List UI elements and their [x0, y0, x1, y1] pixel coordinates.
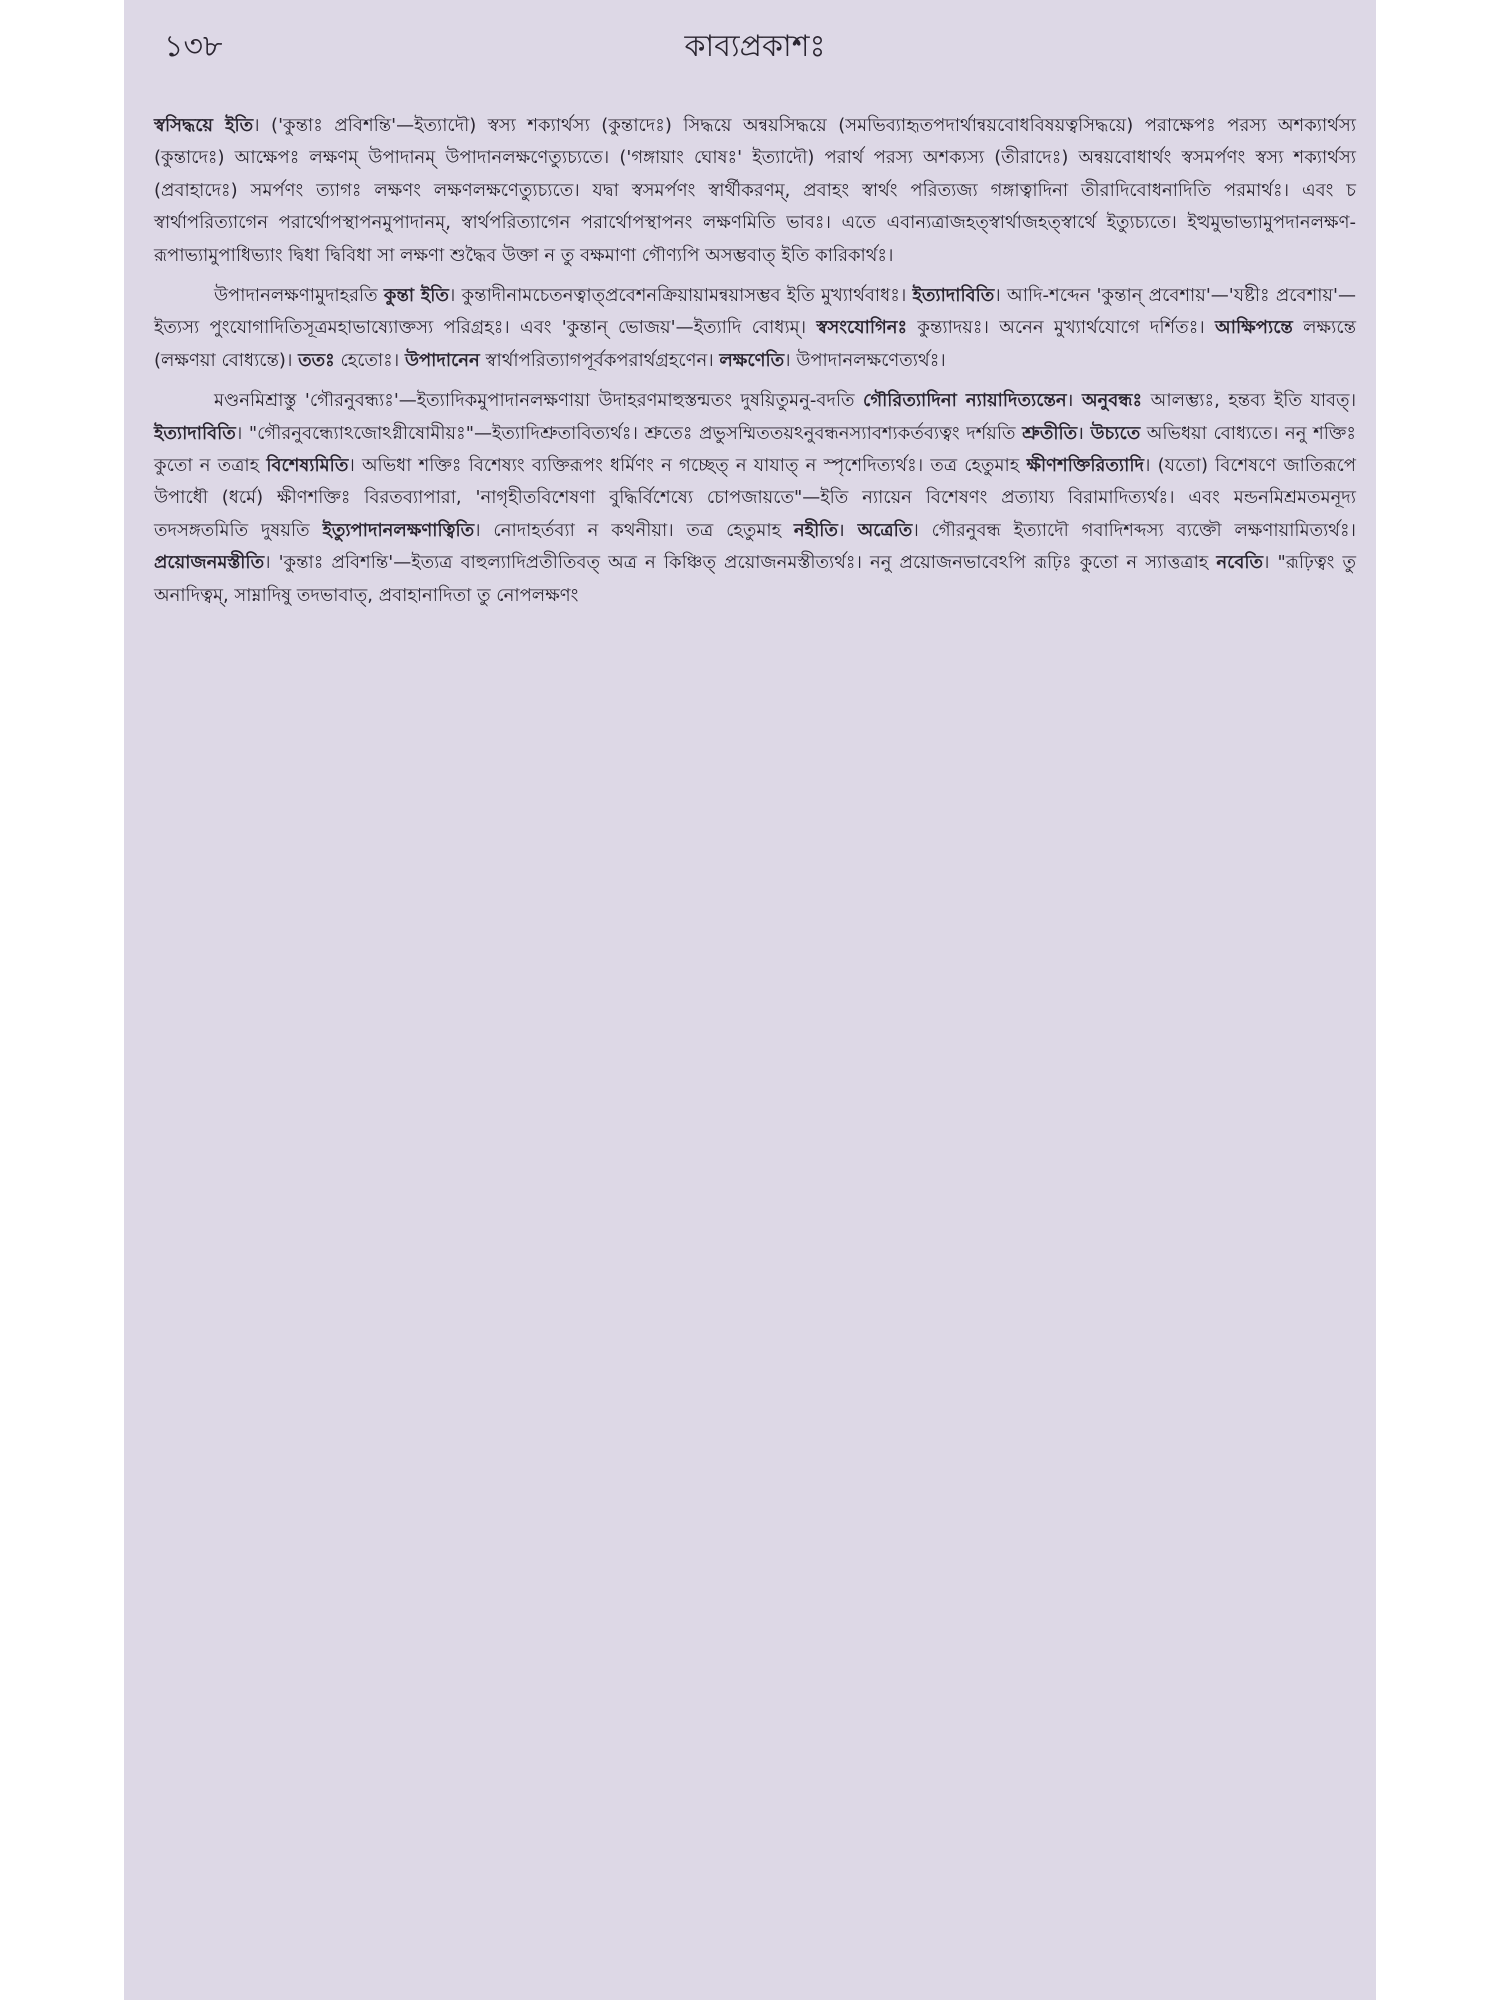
text-run: উপাদানলক্ষণামুদাহরতি — [214, 285, 384, 307]
book-page — [124, 0, 1376, 2000]
bold-lemma: আক্ষিপ্যন্তে — [1215, 317, 1293, 339]
running-title: কাব্যপ্রকাশঃ — [684, 29, 826, 64]
text-run: কুন্ত্যাদয়ঃ। অনেন মুখ্যার্থযোগে দর্শিতঃ। — [907, 317, 1216, 339]
text-run: হেতোঃ। — [334, 349, 405, 371]
text-run: স্বার্থাপরিত্যাগপূর্বকপরার্থগ্রহণেন। — [479, 349, 720, 371]
bold-lemma: ইত্যুপাদানলক্ষণাত্বিতি — [322, 519, 475, 541]
paragraph — [154, 280, 1356, 377]
bold-lemma: শ্রুতীতি — [1022, 422, 1078, 444]
paragraph — [154, 385, 1356, 612]
text-run: । নোদাহর্তব্যা ন কথনীয়া। তত্র হেতুমাহ — [474, 519, 794, 541]
bold-lemma: উচ্যতে — [1090, 422, 1141, 444]
text-run: । — [1077, 422, 1091, 444]
text-run: । আদি-শব্দেন 'কুন্তান্ প্রবেশায়'—'যষ্টীঃ প্রবেশায়'—ইত্যস্য পুংযোগাদিতিসূত্রমহাভাষ্যোক্তস্য পরিগ্রহঃ। এবং 'কুন্তান্ ভোজয়'—ইত্যাদি বোধ্যম্। — [154, 285, 1356, 339]
bold-lemma: বিশেষ্যমিতি — [266, 455, 349, 477]
bold-lemma: ততঃ — [298, 349, 335, 371]
text-run: । 'কুন্তাঃ প্রবিশন্তি'—ইত্যত্র বাহুল্যাদিপ্রতীতিবত্ অত্র ন কিঞ্চিত্ প্রয়োজনমস্তীত্যর্থঃ। ননু প্রয়োজনভাবেঽপি রূঢ়িঃ কুতো ন স্যাত্তত্রাহ — [264, 552, 1217, 574]
bold-lemma: অনুবন্ধঃ — [1081, 390, 1143, 412]
bold-lemma: ক্ষীণশক্তিরিত্যাদি — [1026, 455, 1144, 477]
text-run: । "রূঢ়িত্বং তু অনাদিত্বম্, সাম্নাদিষু তদভাবাত্, প্রবাহানাদিতা তু নোপলক্ষণং — [154, 552, 1356, 606]
page-number: ১৩৮ — [164, 29, 223, 64]
text-run: লক্ষ্যন্তে (লক্ষণয়া বোধ্যন্তে)। — [154, 317, 1357, 371]
paragraph — [154, 110, 1356, 272]
bold-lemma: ইত্যাদাবিতি — [154, 422, 236, 444]
text-run: । (যতো) বিশেষণে জাতিরূপে উপাধৌ (ধর্মে) ক্ষীণশক্তিঃ বিরতব্যাপারা, 'নাগৃহীতবিশেষণা বুদ্ধির্বিশেষ্যে চোপজায়তে"—ইতি ন্যায়েন বিশেষণং প্রত্যায্য বিরামাদিত্যর্থঃ। এবং মন্ডনমিশ্রমতমনূদ্য তদসঙ্গতমিতি দুষয়তি — [154, 455, 1357, 541]
text-run: । উপাদানলক্ষণেত্যর্থঃ। — [784, 349, 946, 371]
bold-lemma: লক্ষণেতি — [719, 349, 785, 371]
bold-lemma: নবেতি — [1216, 552, 1263, 574]
bold-lemma: নহীতি — [793, 519, 838, 541]
page-header — [154, 18, 1356, 74]
bold-lemma: প্রয়োজনমস্তীতি — [154, 552, 265, 574]
text-run: । — [837, 519, 858, 541]
text-run: । গৌরনুবন্ধ ইত্যাদৌ গবাদিশব্দস্য ব্যক্তৌ লক্ষণায়ামিত্যর্থঃ। — [912, 519, 1356, 541]
text-run: মণ্ডনমিশ্রাস্তু 'গৌরনুবন্ধ্যঃ'—ইত্যাদিকমুপাদানলক্ষণায়া উদাহরণমাহুস্তন্মতং দুষয়িতুমনু-বদতি — [214, 390, 864, 412]
text-run: আলম্ভ্যঃ, হন্তব্য ইতি যাবত্। — [1142, 390, 1357, 412]
text-run: । কুন্তাদীনামচেতনত্বাত্প্রবেশনক্রিয়ায়ামন্বয়াসম্ভব ইতি মুখ্যার্থবাধঃ। — [448, 285, 913, 307]
bold-lemma: অত্রেতি — [857, 519, 913, 541]
text-run: । — [1066, 390, 1082, 412]
bold-lemma: গৌরিত্যাদিনা ন্যায়াদিত্যন্তেন — [863, 390, 1067, 412]
commentary-text — [154, 110, 1356, 612]
text-run: অভিধয়া বোধ্যতে। ননু শক্তিঃ কুতো ন তত্রাহ — [154, 422, 1357, 477]
bold-lemma: স্বসিদ্ধয়ে ইতি — [154, 115, 254, 136]
text-run: । অভিধা শক্তিঃ বিশেষ্যং ব্যক্তিরূপং ধর্মিণং ন গচ্ছেত্ ন যাযাত্ ন স্পৃশেদিত্যর্থঃ। তত্র হেতুমাহ — [348, 455, 1027, 477]
text-run: । "গৌরনুবন্ধ্যোঽজোঽগ্নীষোমীয়ঃ"—ইত্যাদিশ্রুতাবিত্যর্থঃ। শ্রুতেঃ প্রভুসম্মিততয়ঽনুবন্ধনস্যাবশ্যকর্তব্যত্বং দর্শয়তি — [235, 422, 1023, 444]
bold-lemma: ইত্যাদাবিতি — [912, 285, 995, 307]
bold-lemma: স্বসংযোগিনঃ — [816, 317, 908, 339]
bold-lemma: কুন্তা ইতি — [383, 285, 449, 307]
text-run: । ('কুন্তাঃ প্রবিশন্তি'—ইত্যাদৌ) স্বস্য শক্যার্থস্য (কুন্তাদেঃ) সিদ্ধয়ে অন্বয়সিদ্ধয়ে (সমভিব্যাহৃতপদার্থান্বয়বোধবিষয়ত্বসিদ্ধয়ে) পরাক্ষেপঃ পরস্য অশক্যার্থস্য (কুন্তাদেঃ) আক্ষেপঃ লক্ষণম্ উপাদানম্ উপাদানলক্ষণেত্যুচ্যতে। ('গঙ্গায়াং ঘোষঃ' ইত্যাদৌ) পরার্থ পরস্য অশক্যস্য (তীরাদেঃ) অন্বয়বোধার্থং স্বসমর্পণং স্বস্য শক্যার্থস্য (প্রবাহাদেঃ) সমর্পণং ত্যাগঃ লক্ষণং লক্ষণলক্ষণেত্যুচ্যতে। যদ্বা স্বসমর্পণং স্বার্থীকরণম্, প্রবাহং স্বার্থং পরিত্যজ্য গঙ্গাত্বাদিনা তীরাদিবোধনাদিতি পরমার্থঃ। এবং চ স্বার্থাপরিত্যাগেন পরার্থোপস্থাপনমুপাদানম্, স্বার্থপরিত্যাগেন পরার্থোপস্থাপনং লক্ষণমিতি ভাবঃ। এতে এবান্যত্রাজহত্স্বার্থাজহত্স্বার্থে ইত্যুচ্যতে। ইত্থমুভাভ্যামুপদানলক্ষণ-রূপাভ্যামুপাধিভ্যাং দ্বিধা দ্বিবিধা সা লক্ষণা শুদ্ধৈব উক্তা ন তু বক্ষমাণা গৌণ্যপি অসম্ভবাত্ ইতি কারিকার্থঃ। — [154, 115, 1356, 266]
bold-lemma: উপাদানেন — [404, 349, 480, 371]
